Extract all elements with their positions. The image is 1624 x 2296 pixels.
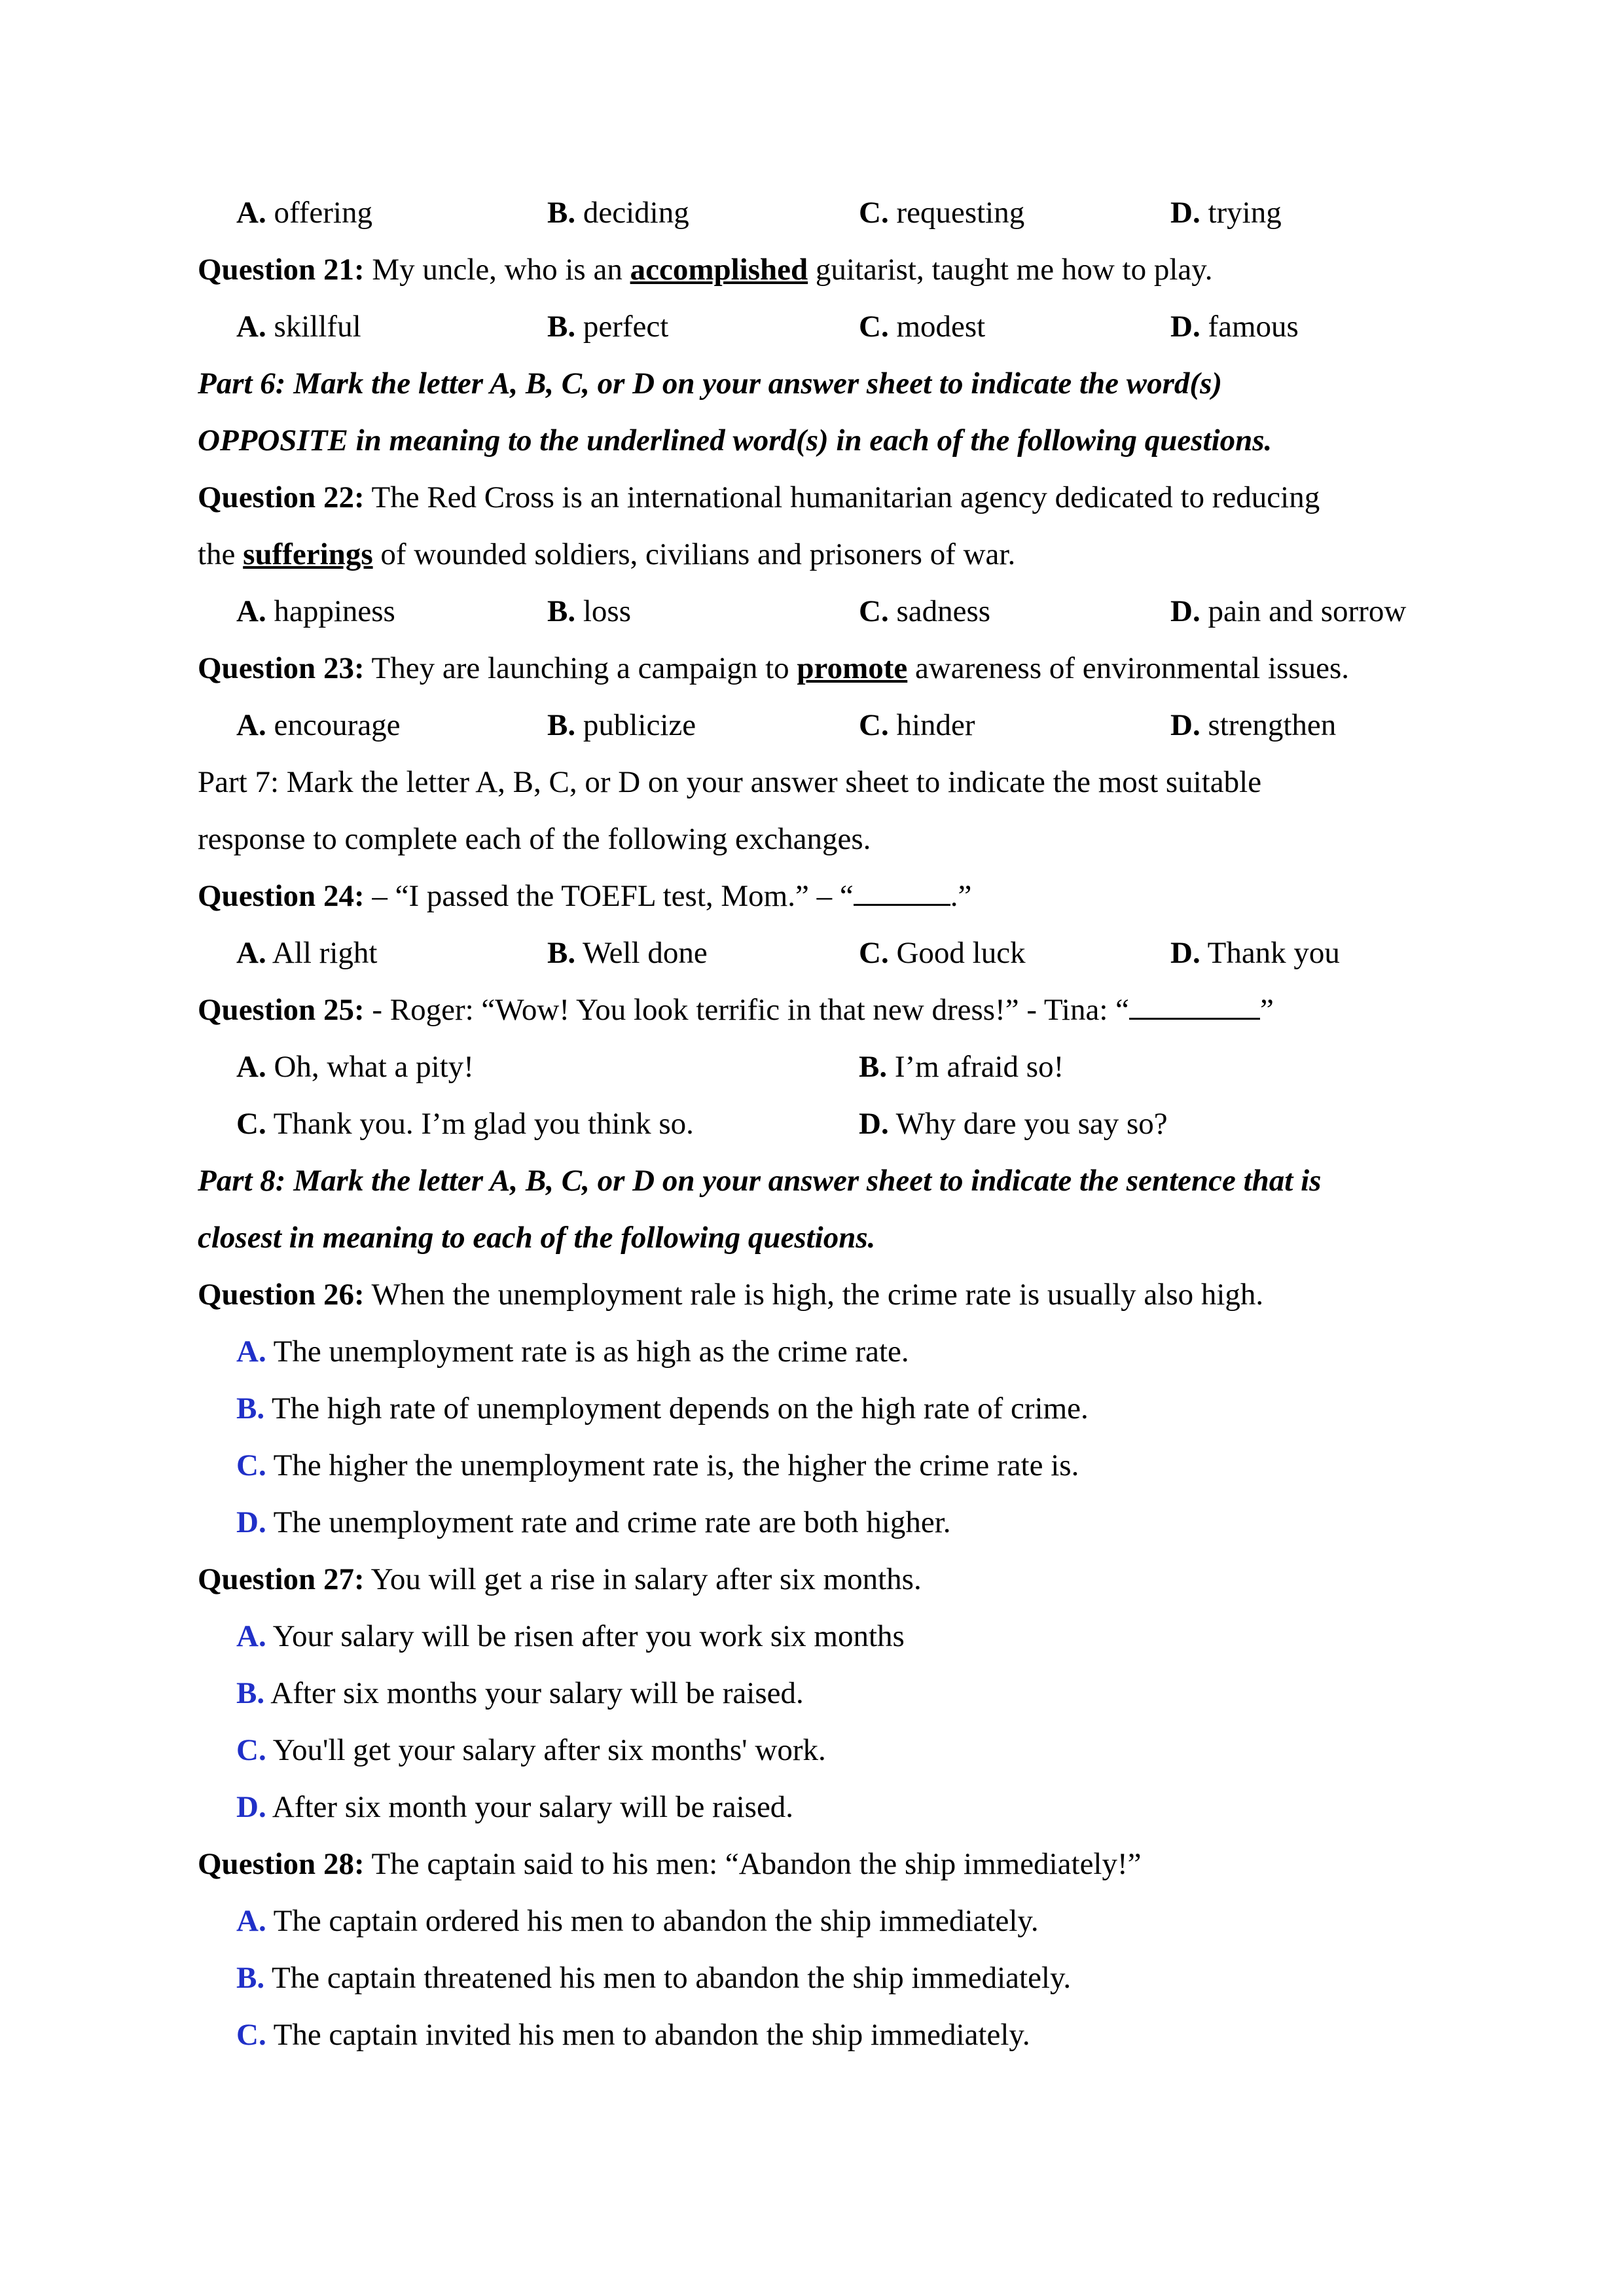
q20-options [0,185,1624,242]
q20-option-c[interactable]: C. requesting [859,196,1025,230]
q23-option-a[interactable]: A. encourage [236,708,401,742]
question-label: Question 26: [198,1278,365,1312]
q22-option-a[interactable]: A. happiness [236,594,395,628]
question-label: Question 24: [198,879,365,913]
q22-stem-line2: the sufferings of wounded soldiers, civilians and prisoners of war. [198,537,1016,571]
question-label: Question 23: [198,651,365,685]
q22-option-c[interactable]: C. sadness [859,594,991,628]
q23-option-d[interactable]: D. strengthen [1170,708,1337,742]
q27-stem: Question 27: You will get a rise in salary after six months. [198,1562,922,1596]
q23-stem: Question 23: They are launching a campaign to promote awareness of environmental issues. [198,651,1350,685]
q24-option-c[interactable]: C. Good luck [859,936,1026,970]
question-label: Question 25: [198,993,365,1027]
q23-option-b[interactable]: B. publicize [547,708,696,742]
q28-option-c[interactable]: C. The captain invited his men to abandon the ship immediately. [236,2018,1030,2052]
q28-option-b[interactable]: B. The captain threatened his men to abandon the ship immediately. [236,1961,1072,1995]
q26-option-d[interactable]: D. The unemployment rate and crime rate are both higher. [236,1505,951,1539]
q24-options [0,925,1624,982]
q24-stem: Question 24: – “I passed the TOEFL test, Mom.” – “ .” [198,879,972,913]
q28-option-a[interactable]: A. The captain ordered his men to abandon the ship immediately. [236,1904,1039,1938]
q28-stem: Question 28: The captain said to his men: “Abandon the ship immediately!” [198,1847,1142,1881]
q24-option-b[interactable]: B. Well done [547,936,708,970]
q25-option-d[interactable]: D. Why dare you say so? [859,1107,1168,1141]
question-label: Question 21: [198,253,365,287]
part6-instruction-line2: OPPOSITE in meaning to the underlined word(s) in each of the following questions. [198,423,1272,457]
answer-blank [1129,992,1260,1020]
q25-option-b[interactable]: B. I’m afraid so! [859,1050,1064,1084]
q24-option-d[interactable]: D. Thank you [1170,936,1340,970]
q25-options-row1 [0,1039,1624,1096]
part7-instruction-line1: Part 7: Mark the letter A, B, C, or D on your answer sheet to indicate the most suitable [198,765,1262,799]
underlined-word: accomplished [630,253,808,287]
q22-stem-line1: Question 22: The Red Cross is an international humanitarian agency dedicated to reducing [198,480,1320,514]
part7-instruction-line2: response to complete each of the following exchanges. [198,822,871,856]
question-label: Question 22: [198,480,365,514]
q27-option-d[interactable]: D. After six month your salary will be raised. [236,1790,794,1824]
q21-options [0,298,1624,355]
q27-option-b[interactable]: B. After six months your salary will be raised. [236,1676,804,1710]
q23-options [0,697,1624,754]
q27-option-c[interactable]: C. You'll get your salary after six months' work. [236,1733,826,1767]
q20-option-d[interactable]: D. trying [1170,196,1282,230]
q25-options-row2 [0,1096,1624,1153]
q22-option-d[interactable]: D. pain and sorrow [1170,594,1407,628]
q25-stem: Question 25: - Roger: “Wow! You look terrific in that new dress!” - Tina: “ ” [198,993,1274,1027]
q25-option-a[interactable]: A. Oh, what a pity! [236,1050,474,1084]
q25-option-c[interactable]: C. Thank you. I’m glad you think so. [236,1107,694,1141]
q21-option-b[interactable]: B. perfect [547,310,669,344]
underlined-word: sufferings [243,537,373,571]
q26-stem: Question 26: When the unemployment rale is high, the crime rate is usually also high. [198,1278,1264,1312]
q23-option-c[interactable]: C. hinder [859,708,975,742]
part8-instruction-line2: closest in meaning to each of the following questions. [198,1221,876,1255]
q20-option-a[interactable]: A. offering [236,196,372,230]
q21-option-d[interactable]: D. famous [1170,310,1299,344]
q26-option-b[interactable]: B. The high rate of unemployment depends on the high rate of crime. [236,1391,1089,1426]
q21-option-c[interactable]: C. modest [859,310,986,344]
part8-instruction-line1: Part 8: Mark the letter A, B, C, or D on your answer sheet to indicate the sentence that is [198,1164,1322,1198]
part6-instruction-line1: Part 6: Mark the letter A, B, C, or D on your answer sheet to indicate the word(s) [198,367,1223,401]
q26-option-a[interactable]: A. The unemployment rate is as high as the crime rate. [236,1335,909,1369]
q27-option-a[interactable]: A. Your salary will be risen after you work six months [236,1619,905,1653]
q24-option-a[interactable]: A. All right [236,936,378,970]
q26-option-c[interactable]: C. The higher the unemployment rate is, the higher the crime rate is. [236,1448,1079,1482]
q20-option-b[interactable]: B. deciding [547,196,689,230]
underlined-word: promote [797,651,908,685]
question-label: Question 27: [198,1562,365,1596]
q22-options [0,583,1624,640]
answer-blank [854,878,950,906]
q21-stem: Question 21: My uncle, who is an accomplished guitarist, taught me how to play. [198,253,1213,287]
q21-option-a[interactable]: A. skillful [236,310,361,344]
question-label: Question 28: [198,1847,365,1881]
q22-option-b[interactable]: B. loss [547,594,631,628]
